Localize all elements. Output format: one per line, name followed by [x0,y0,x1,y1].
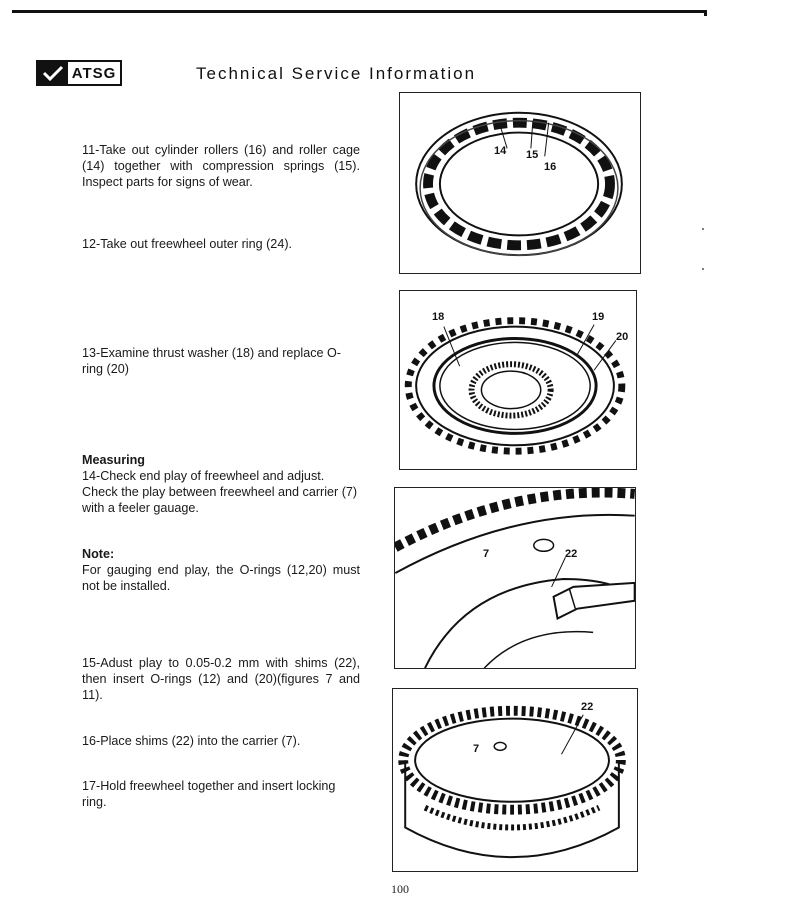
step-17: 17-Hold freewheel together and insert locking ring. [82,779,336,809]
fig4-label-22: 22 [581,701,594,713]
fig2-label-20: 20 [616,331,629,343]
atsg-logo [36,60,122,86]
fig2-label-18: 18 [432,311,445,323]
figure-feeler-gauge [394,487,636,669]
roller-cage-illustration [400,93,640,273]
step-11: 11-Take out cylinder rollers (16) and roller cage (14) together with compression springs (15). Inspect parts for signs of wear. [82,143,360,189]
fig3-label-7: 7 [483,548,490,560]
note-heading: Note: [82,547,115,561]
fig1-label-15: 15 [526,149,539,161]
fig1-label-14: 14 [494,145,507,157]
step-14: 14-Check end play of freewheel and adjust. Check the play between freewheel and carrier (7) with a feeler gauage. [82,469,358,515]
figure-shims-carrier [392,688,638,872]
measuring-heading: Measuring [82,453,145,467]
step-15: 15-Adust play to 0.05-0.2 mm with shims (22), then insert O-rings (12) and (20)(figures 7 and 11). [82,656,360,702]
scan-speck [702,228,704,230]
top-rule-tick [704,10,707,16]
page-number: 100 [391,882,409,896]
note-text: For gauging end play, the O-rings (12,20) must not be installed. [82,563,360,593]
fig4-label-7: 7 [473,743,480,755]
step-16: 16-Place shims (22) into the carrier (7). [82,734,301,748]
logo-text: ATSG [71,64,117,82]
fig2-label-19: 19 [592,311,605,323]
figure-roller-cage [399,92,641,274]
fig1-label-16: 16 [544,161,557,173]
step-13: 13-Examine thrust washer (18) and replace O-ring (20) [82,346,341,376]
top-rule [12,10,706,13]
checkmark-logo-icon [38,62,68,84]
fig3-label-22: 22 [565,548,578,560]
page-title: Technical Service Information [196,64,477,83]
scan-speck [702,268,704,270]
feeler-gauge-illustration [395,488,635,668]
step-12: 12-Take out freewheel outer ring (24). [82,237,293,251]
figure-thrust-washer [399,290,637,470]
shims-carrier-illustration [393,689,637,871]
